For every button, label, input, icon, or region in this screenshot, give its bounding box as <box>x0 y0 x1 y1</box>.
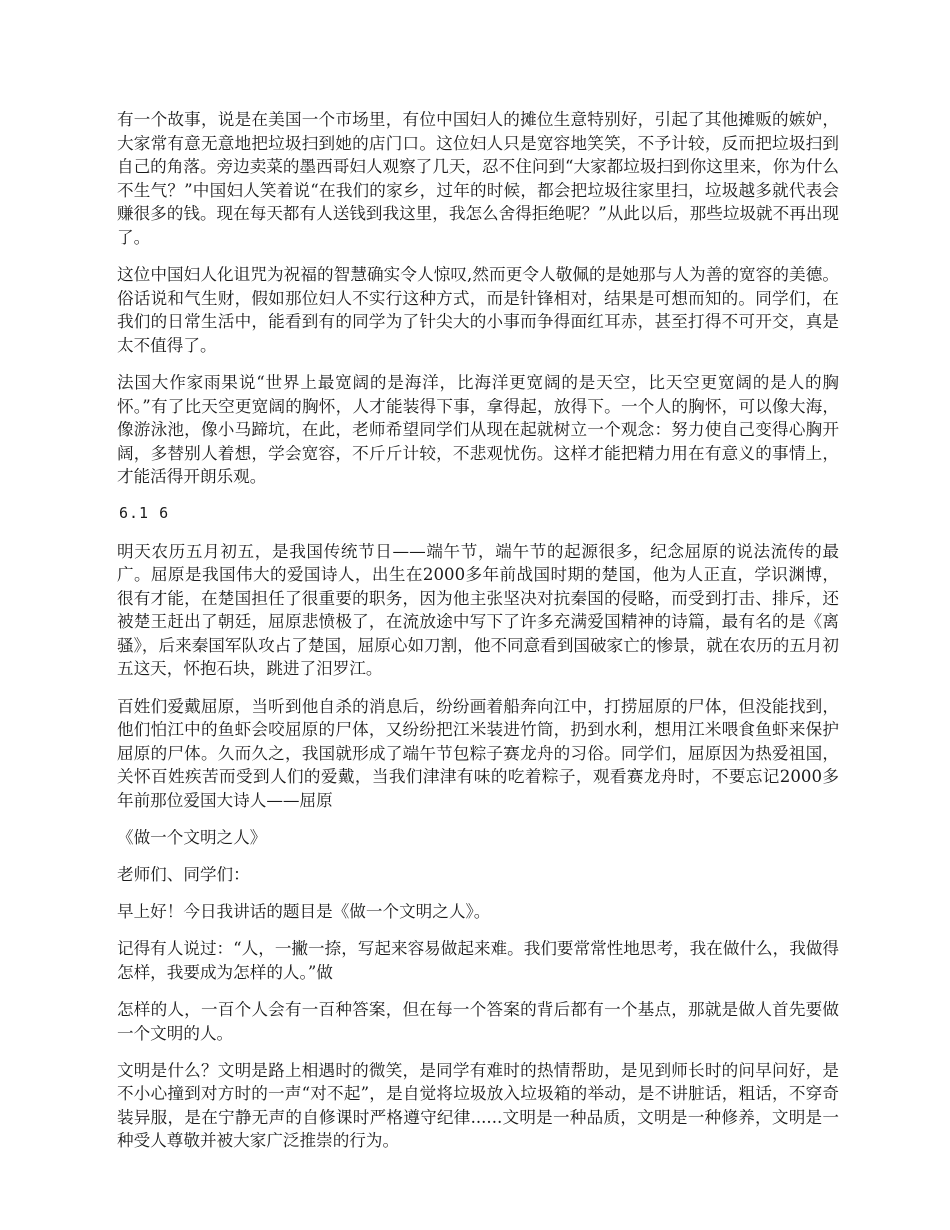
paragraph-dragon-boat-customs: 百姓们爱戴屈原，当听到他自杀的消息后，纷纷画着船奔向江中，打捞屈原的尸体，但没能找到，他们怕江中的鱼虾会咬屈原的尸体，又纷纷把江米装进竹筒，扔到水利，想用江米喂食鱼虾来保护屈原的尸体。久而久之，我国就形成了端午节包粽子赛龙舟的习俗。同学们，屈原因为热爱祖国，关怀百姓疾苦而受到人们的爱戴，当我们津津有味的吃着粽子，观看赛龙舟时，不要忘记2000多年前那位爱国大诗人——屈原 <box>117 696 839 810</box>
section-date: 6.1 6 <box>119 504 170 523</box>
paragraph-story: 有一个故事，说是在美国一个市场里，有位中国妇人的摊位生意特别好，引起了其他摊贩的嫉妒，大家常有意无意地把垃圾扫到她的店门口。这位妇人只是宽容地笑笑，不予计较，反而把垃圾扫到自己的角落。旁边卖菜的墨西哥妇人观察了几天，忍不住问到“大家都垃圾扫到你这里来，你为什么不生气？”中国妇人笑着说“在我们的家乡，过年的时候，都会把垃圾往家里扫，垃圾越多就代表会赚很多的钱。现在每天都有人送钱到我这里，我怎么舍得拒绝呢？”从此以后，那些垃圾就不再出现了。 <box>117 110 840 247</box>
paragraph-hugo-quote: 法国大作家雨果说“世界上最宽阔的是海洋，比海洋更宽阔的是天空，比天空更宽阔的是人的胸怀。”有了比天空更宽阔的胸怀，人才能装得下事，拿得起，放得下。一个人的胸怀，可以像大海，像游泳池，像小马蹄坑，在此，老师希望同学们从现在起就树立一个观念：努力使自己变得心胸开阔，多替别人着想，学会宽容，不斤斤计较，不悲观忧伤。这样才能把精力用在有意义的事情上，才能活得开朗乐观。 <box>117 372 839 487</box>
speech-salutation: 老师们、同学们： <box>117 865 250 885</box>
paragraph-dragon-boat-intro: 明天农历五月初五，是我国传统节日——端午节，端午节的起源很多，纪念屈原的说法流传的最广。屈原是我国伟大的爱国诗人，出生在2000多年前战国时期的楚国，他为人正直，学识渊博，很有才能，在楚国担任了很重要的职务，因为他主张坚决对抗秦国的侵略，而受到打击、排斥，还被楚王赶出了朝廷，屈原悲愤极了，在流放途中写下了许多充满爱国精神的诗篇，最有名的是《离骚》，后来秦国军队攻占了楚国，屈原心如刀割，他不同意看到国破家亡的惨景，就在农历的五月初五这天，怀抱石块，跳进了汨罗江。 <box>117 541 839 679</box>
paragraph-basis: 怎样的人，一百个人会有一百种答案，但在每一个答案的背后都有一个基点，那就是做人首先要做一个文明的人。 <box>117 1000 839 1043</box>
paragraph-reflection: 这位中国妇人化诅咒为祝福的智慧确实令人惊叹,然而更令人敬佩的是她那与人为善的宽容的美德。俗话说和气生财，假如那位妇人不实行这种方式，而是针锋相对，结果是可想而知的。同学们，在我们的日常生活中，能看到有的同学为了针尖大的小事而争得面红耳赤，甚至打得不可开交，真是太不值得了。 <box>117 265 839 355</box>
document-page <box>117 108 839 1167</box>
paragraph-quote: 记得有人说过：“人，一撇一捺，写起来容易做起来难。我们要常常性地思考，我在做什么，我做得怎样，我要成为怎样的人。”做 <box>117 939 840 982</box>
speech-title: 《做一个文明之人》 <box>117 828 267 848</box>
paragraph-civilization: 文明是什么？文明是路上相遇时的微笑，是同学有难时的热情帮助，是见到师长时的问早问好，是不小心撞到对方时的一声“对不起”，是自觉将垃圾放入垃圾箱的举动，是不讲脏话，粗话，不穿奇装异服，是在宁静无声的自修课时严格遵守纪律......文明是一种品质，文明是一种修养，文明是一种受人尊敬并被大家广泛推崇的行为。 <box>117 1060 839 1151</box>
speech-greeting: 早上好！今日我讲话的题目是《做一个文明之人》。 <box>117 902 491 922</box>
